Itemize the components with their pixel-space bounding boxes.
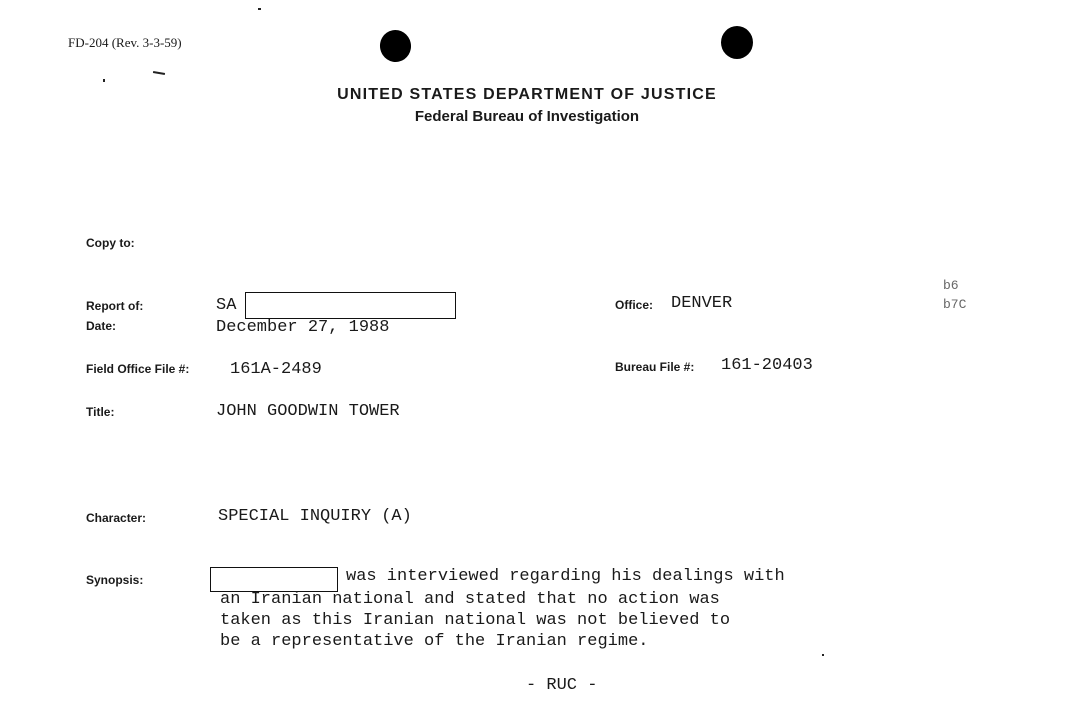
redaction-box-agent — [245, 292, 456, 319]
form-number: FD-204 (Rev. 3-3-59) — [68, 35, 182, 50]
title-label: Title: — [86, 405, 115, 419]
exemption-code: b6 — [943, 278, 959, 293]
speck — [258, 8, 261, 10]
synopsis-line: taken as this Iranian national was not believed to — [220, 611, 731, 630]
title-value: JOHN GOODWIN TOWER — [216, 402, 400, 421]
redaction-box-subject — [210, 567, 338, 592]
office-value: DENVER — [671, 294, 733, 313]
synopsis-line: was interviewed regarding his dealings with — [346, 567, 785, 586]
bureau-file-label: Bureau File #: — [615, 360, 695, 374]
report-of-label: Report of: — [86, 299, 144, 313]
punch-hole-left — [377, 27, 414, 65]
character-label: Character: — [86, 511, 147, 525]
date-label: Date: — [86, 319, 117, 333]
speck — [103, 79, 105, 82]
speck — [822, 654, 824, 656]
speck — [153, 71, 165, 75]
closing-ruc: - RUC - — [526, 676, 598, 695]
exemption-list — [943, 276, 966, 314]
department-heading: UNITED STATES DEPARTMENT OF JUSTICE — [337, 86, 717, 103]
exemption-code: b7C — [943, 297, 967, 312]
character-value: SPECIAL INQUIRY (A) — [218, 507, 412, 526]
bureau-heading: Federal Bureau of Investigation — [414, 108, 640, 125]
synopsis-line: an Iranian national and stated that no action was — [220, 590, 720, 609]
field-office-file-label: Field Office File #: — [86, 362, 190, 376]
copy-to-label: Copy to: — [86, 236, 135, 250]
date-value: December 27, 1988 — [216, 318, 390, 337]
report-of-prefix: SA — [216, 296, 237, 315]
field-office-file-value: 161A-2489 — [230, 360, 322, 379]
bureau-file-value: 161-20403 — [721, 356, 813, 375]
synopsis-line: be a representative of the Iranian regime. — [220, 632, 649, 651]
punch-hole-right — [721, 26, 753, 59]
synopsis-label: Synopsis: — [86, 573, 144, 587]
office-label: Office: — [615, 298, 654, 312]
